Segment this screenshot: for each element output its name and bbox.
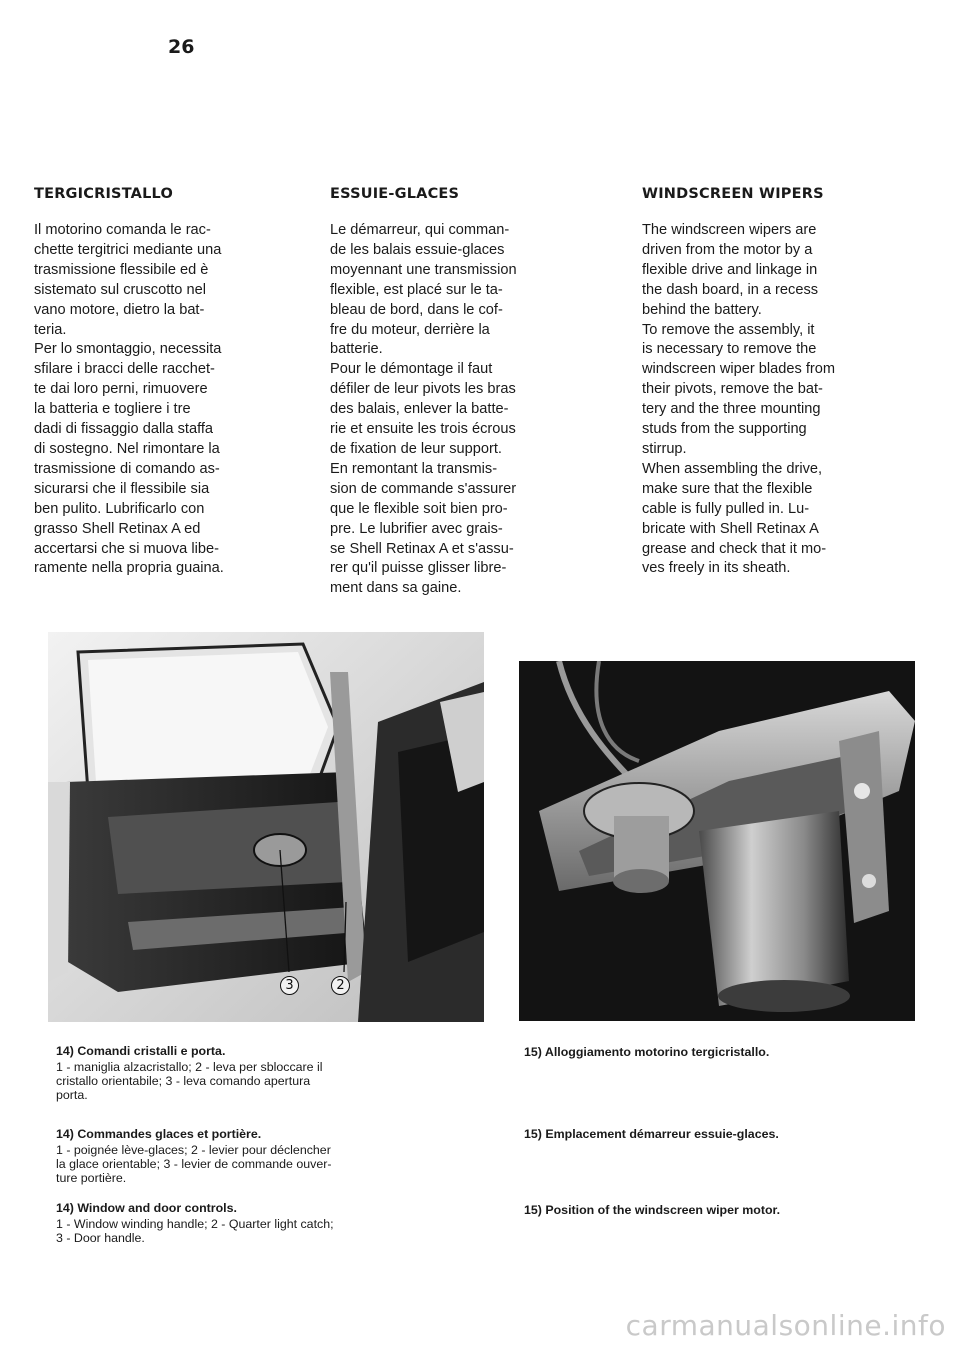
door-photo-drawing (48, 632, 484, 1022)
caption-en-14 (56, 1201, 488, 1245)
caption-fr-14-body: 1 - poignée lève-glaces; 2 - levier pour déclencher la glace orientable; 3 - levier de commande ouver- ture portière. (56, 1143, 332, 1185)
door-callout-2: 2 (331, 976, 350, 995)
caption-it-14-heading: 14) Comandi cristalli e porta. (56, 1044, 226, 1058)
watermark: carmanualsonline.info (625, 1309, 946, 1342)
caption-it-14 (56, 1044, 488, 1102)
caption-en-15 (524, 1203, 924, 1219)
column-english-text: The windscreen wipers are driven from the motor by a flexible drive and linkage in the dash board, in a recess behind the battery. To remove the assembly, it is necessary to remove the windscreen wiper blades from their pivots, remove the bat- tery and the three mounting studs from the supporting stirrup. When assembling the drive, make sure that the flexible cable is fully pulled in. Lu- bricate with Shell Retinax A grease and check that it mo- ves freely in its sheath. (642, 222, 836, 577)
motor-photo-drawing (519, 661, 915, 1021)
column-french-text: Le démarreur, qui comman- de les balais essuie-glaces moyennant une transmission flexible, est placé sur le ta- bleau de bord, dans le cof- fre du moteur, derrière la batterie. Pour le démontage il faut défiler de leur pivots les bras des balais, enlever la batte- rie et ensuite les trois écrous de fixation de leur support. En remontant la transmis- sion de commande s'assurer que le flexible soit bien pro- pre. Le lubrifier avec grais- se Shell Retinax A et s'assu- rer qu'il puisse glisser libre- ment dans sa gaine. (330, 222, 517, 597)
page-number: 26 (168, 36, 195, 58)
column-french-title: ESSUIE-GLACES (330, 186, 460, 202)
caption-fr-14-heading: 14) Commandes glaces et portière. (56, 1127, 262, 1141)
caption-it-15-text: 15) Alloggiamento motorino tergicristallo. (524, 1045, 770, 1059)
caption-en-14-body: 1 - Window winding handle; 2 - Quarter light catch; 3 - Door handle. (56, 1217, 334, 1245)
caption-en-15-text: 15) Position of the windscreen wiper motor. (524, 1203, 781, 1217)
column-english (642, 186, 934, 579)
caption-fr-15-text: 15) Emplacement démarreur essuie-glaces. (524, 1127, 779, 1141)
column-english-title: WINDSCREEN WIPERS (642, 186, 824, 202)
door-callout-3: 3 (280, 976, 299, 995)
caption-it-15 (524, 1045, 924, 1061)
caption-fr-15 (524, 1127, 924, 1143)
column-italian-title: TERGICRISTALLO (34, 186, 173, 202)
caption-fr-14 (56, 1127, 488, 1185)
caption-en-14-heading: 14) Window and door controls. (56, 1201, 237, 1215)
caption-it-14-body: 1 - maniglia alzacristallo; 2 - leva per sbloccare il cristallo orientabile; 3 - leva comando apertura porta. (56, 1060, 323, 1102)
column-french (330, 186, 622, 599)
wiper-motor-photo (519, 661, 915, 1021)
column-italian (34, 186, 326, 579)
door-controls-photo (48, 632, 484, 1022)
column-italian-text: Il motorino comanda le rac- chette tergitrici mediante una trasmissione flessibile ed è sistemato sul cruscotto nel vano motore, dietro la bat- teria. Per lo smontaggio, necessita sfilare i bracci delle racchet- te dai loro perni, rimuovere la batteria e togliere i tre dadi di fissaggio dalla staffa di sostegno. Nel rimontare la trasmissione di comando as- sicurarsi che il flessibile sia ben pulito. Lubrificarlo con grasso Shell Retinax A ed accertarsi che si muova libe- ramente nella propria guaina. (34, 222, 224, 577)
